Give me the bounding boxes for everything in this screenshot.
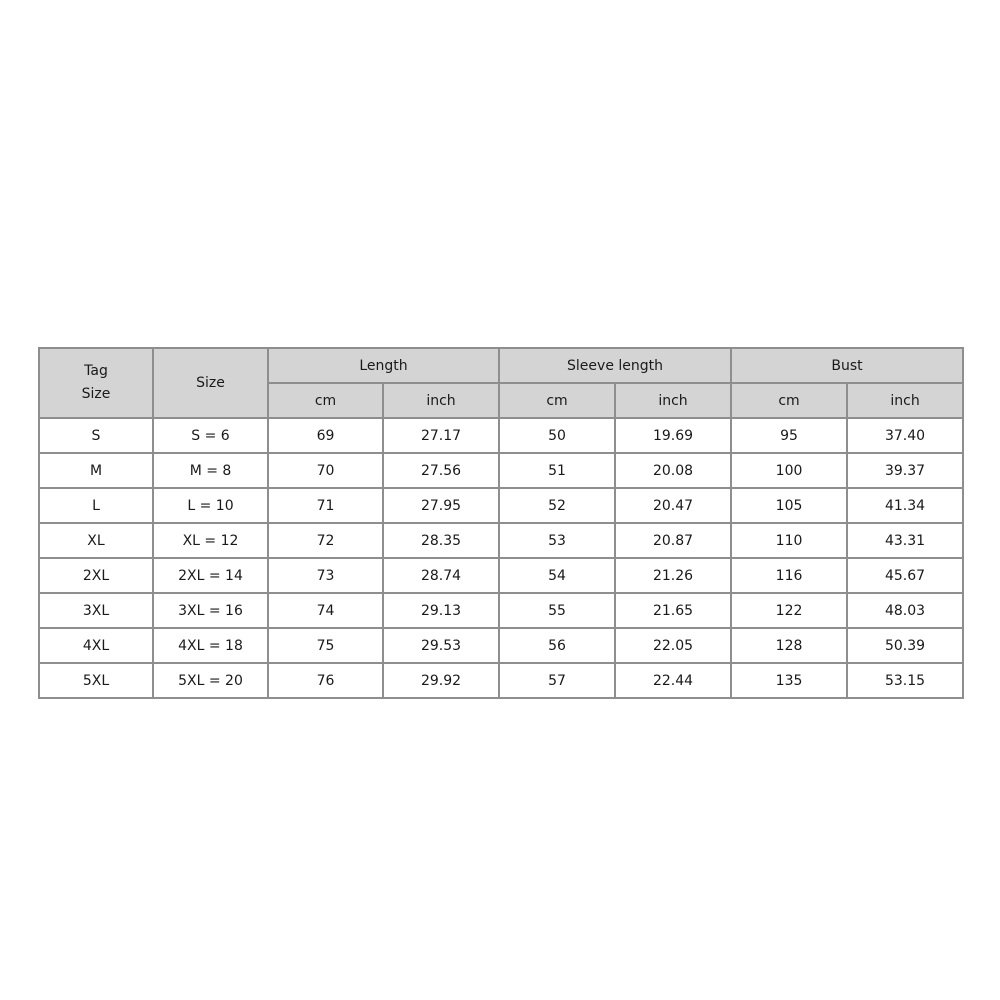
cell-tag-size: XL [39, 523, 153, 558]
cell-tag-size: L [39, 488, 153, 523]
cell-bust-cm: 122 [731, 593, 847, 628]
header-bust: Bust [731, 348, 963, 383]
cell-sleeve-inch: 20.87 [615, 523, 731, 558]
cell-bust-inch: 37.40 [847, 418, 963, 453]
cell-length-cm: 76 [268, 663, 383, 698]
table-row [39, 663, 963, 698]
cell-sleeve-inch: 22.44 [615, 663, 731, 698]
header-length: Length [268, 348, 499, 383]
header-row-groups [39, 348, 963, 383]
cell-bust-cm: 110 [731, 523, 847, 558]
table-body [39, 418, 963, 698]
cell-sleeve-inch: 19.69 [615, 418, 731, 453]
cell-sleeve-cm: 51 [499, 453, 615, 488]
cell-length-cm: 72 [268, 523, 383, 558]
cell-tag-size: 2XL [39, 558, 153, 593]
table-row [39, 628, 963, 663]
cell-length-cm: 69 [268, 418, 383, 453]
header-unit-sleeve-inch: inch [615, 383, 731, 418]
cell-size: L = 10 [153, 488, 268, 523]
cell-tag-size: 4XL [39, 628, 153, 663]
header-size: Size [153, 348, 268, 418]
cell-sleeve-cm: 56 [499, 628, 615, 663]
header-unit-bust-inch: inch [847, 383, 963, 418]
cell-sleeve-cm: 57 [499, 663, 615, 698]
cell-length-cm: 74 [268, 593, 383, 628]
cell-bust-inch: 50.39 [847, 628, 963, 663]
table-row [39, 593, 963, 628]
cell-length-cm: 75 [268, 628, 383, 663]
cell-bust-inch: 43.31 [847, 523, 963, 558]
cell-sleeve-cm: 53 [499, 523, 615, 558]
cell-size: XL = 12 [153, 523, 268, 558]
cell-length-inch: 28.74 [383, 558, 499, 593]
header-unit-sleeve-cm: cm [499, 383, 615, 418]
header-sleeve-length: Sleeve length [499, 348, 731, 383]
table-row [39, 418, 963, 453]
cell-bust-cm: 116 [731, 558, 847, 593]
cell-bust-cm: 128 [731, 628, 847, 663]
cell-tag-size: M [39, 453, 153, 488]
header-unit-length-inch: inch [383, 383, 499, 418]
cell-bust-cm: 105 [731, 488, 847, 523]
header-tag-size-line2: Size [81, 386, 111, 402]
table-row [39, 488, 963, 523]
cell-size: S = 6 [153, 418, 268, 453]
header-tag-size-line1: Tag [84, 363, 108, 379]
cell-sleeve-inch: 20.08 [615, 453, 731, 488]
cell-sleeve-inch: 20.47 [615, 488, 731, 523]
cell-sleeve-cm: 52 [499, 488, 615, 523]
header-unit-length-cm: cm [268, 383, 383, 418]
cell-length-inch: 27.17 [383, 418, 499, 453]
cell-tag-size: 3XL [39, 593, 153, 628]
table-row [39, 453, 963, 488]
cell-size: M = 8 [153, 453, 268, 488]
cell-length-inch: 29.53 [383, 628, 499, 663]
table-header [39, 348, 963, 418]
table-row [39, 523, 963, 558]
cell-bust-inch: 39.37 [847, 453, 963, 488]
size-chart-table [38, 347, 964, 699]
cell-length-cm: 71 [268, 488, 383, 523]
cell-sleeve-inch: 21.65 [615, 593, 731, 628]
cell-length-inch: 29.13 [383, 593, 499, 628]
cell-length-cm: 73 [268, 558, 383, 593]
cell-length-inch: 27.95 [383, 488, 499, 523]
cell-bust-inch: 53.15 [847, 663, 963, 698]
cell-tag-size: S [39, 418, 153, 453]
table-row [39, 558, 963, 593]
cell-tag-size: 5XL [39, 663, 153, 698]
header-tag-size [39, 348, 153, 418]
cell-bust-inch: 48.03 [847, 593, 963, 628]
cell-bust-inch: 41.34 [847, 488, 963, 523]
cell-length-inch: 29.92 [383, 663, 499, 698]
cell-length-inch: 27.56 [383, 453, 499, 488]
header-unit-bust-cm: cm [731, 383, 847, 418]
cell-size: 2XL = 14 [153, 558, 268, 593]
cell-bust-inch: 45.67 [847, 558, 963, 593]
cell-sleeve-cm: 55 [499, 593, 615, 628]
cell-bust-cm: 100 [731, 453, 847, 488]
cell-bust-cm: 95 [731, 418, 847, 453]
cell-bust-cm: 135 [731, 663, 847, 698]
cell-sleeve-cm: 54 [499, 558, 615, 593]
cell-size: 4XL = 18 [153, 628, 268, 663]
cell-length-inch: 28.35 [383, 523, 499, 558]
cell-sleeve-inch: 22.05 [615, 628, 731, 663]
cell-sleeve-inch: 21.26 [615, 558, 731, 593]
cell-sleeve-cm: 50 [499, 418, 615, 453]
cell-size: 3XL = 16 [153, 593, 268, 628]
cell-size: 5XL = 20 [153, 663, 268, 698]
cell-length-cm: 70 [268, 453, 383, 488]
